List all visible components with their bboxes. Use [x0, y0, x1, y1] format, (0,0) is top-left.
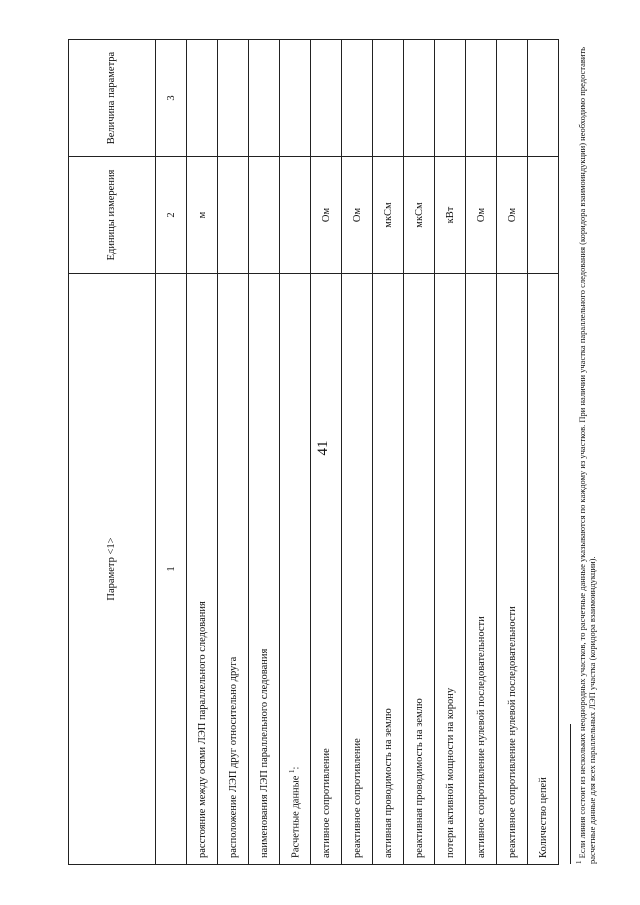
value-cell — [342, 40, 373, 157]
parameters-table-container — [68, 40, 549, 865]
param-cell: активная проводимость на землю — [373, 274, 404, 865]
param-label: Расчетные данные — [290, 775, 302, 858]
table-row — [218, 40, 249, 865]
param-suffix: : — [290, 766, 302, 770]
index-cell: 2 — [156, 157, 187, 274]
table-row — [187, 40, 218, 865]
table-header-row — [69, 40, 156, 865]
param-cell: расстояние между осями ЛЭП параллельного следования — [187, 274, 218, 865]
parameters-table — [68, 39, 559, 865]
header-parameter: Параметр <1> — [69, 274, 156, 865]
unit-cell: Ом — [497, 157, 528, 274]
footnote-text-block — [575, 14, 598, 864]
table-index-row — [156, 40, 187, 865]
unit-cell — [280, 157, 311, 274]
unit-cell: кВт — [435, 157, 466, 274]
table-row — [435, 40, 466, 865]
param-cell: реактивная проводимость на землю — [404, 274, 435, 865]
table-row — [373, 40, 404, 865]
param-cell: Количество цепей — [528, 274, 559, 865]
param-cell: реактивное сопротивление — [342, 274, 373, 865]
table-row — [342, 40, 373, 865]
value-cell — [528, 40, 559, 157]
unit-cell: Ом — [311, 157, 342, 274]
page-number: 41 — [314, 440, 331, 456]
unit-cell: Ом — [466, 157, 497, 274]
table-row — [311, 40, 342, 865]
footnote — [570, 14, 610, 864]
value-cell — [280, 40, 311, 157]
index-cell: 3 — [156, 40, 187, 157]
table-row — [249, 40, 280, 865]
footnote-marker: 1 — [575, 860, 583, 864]
footnote-divider — [570, 724, 571, 864]
param-cell: реактивное сопротивление нулевой последовательности — [497, 274, 528, 865]
unit-cell — [249, 157, 280, 274]
value-cell — [466, 40, 497, 157]
unit-cell — [218, 157, 249, 274]
param-cell: наименования ЛЭП параллельного следования — [249, 274, 280, 865]
table-row — [280, 40, 311, 865]
footnote-ref: 1 — [288, 769, 297, 773]
unit-cell — [528, 157, 559, 274]
unit-cell: Ом — [342, 157, 373, 274]
value-cell — [218, 40, 249, 157]
value-cell — [311, 40, 342, 157]
table-row — [528, 40, 559, 865]
footnote-text: Если линия состоит из нескольких неоднородных участков, то расчетные данные указываются по каждому из участков. При наличии участка параллельного следования (коридора взаимоиндукции) необходимо предоставить расчетные данные для всех параллельных ЛЭП участка (коридора взаимоиндукции). — [576, 46, 598, 864]
value-cell — [435, 40, 466, 157]
index-cell: 1 — [156, 274, 187, 865]
param-cell: активное сопротивление — [311, 274, 342, 865]
table-row — [466, 40, 497, 865]
param-cell: потери активной мощности на корону — [435, 274, 466, 865]
value-cell — [497, 40, 528, 157]
param-cell — [280, 274, 311, 865]
unit-cell: мкСм — [404, 157, 435, 274]
header-value: Величина параметра — [69, 40, 156, 157]
param-cell: активное сопротивление нулевой последовательности — [466, 274, 497, 865]
value-cell — [373, 40, 404, 157]
unit-cell: мкСм — [373, 157, 404, 274]
unit-cell: м — [187, 157, 218, 274]
table-row — [404, 40, 435, 865]
value-cell — [187, 40, 218, 157]
table-row — [497, 40, 528, 865]
header-unit: Единицы измерения — [69, 157, 156, 274]
param-cell: расположение ЛЭП друг относительно друга — [218, 274, 249, 865]
value-cell — [249, 40, 280, 157]
value-cell — [404, 40, 435, 157]
